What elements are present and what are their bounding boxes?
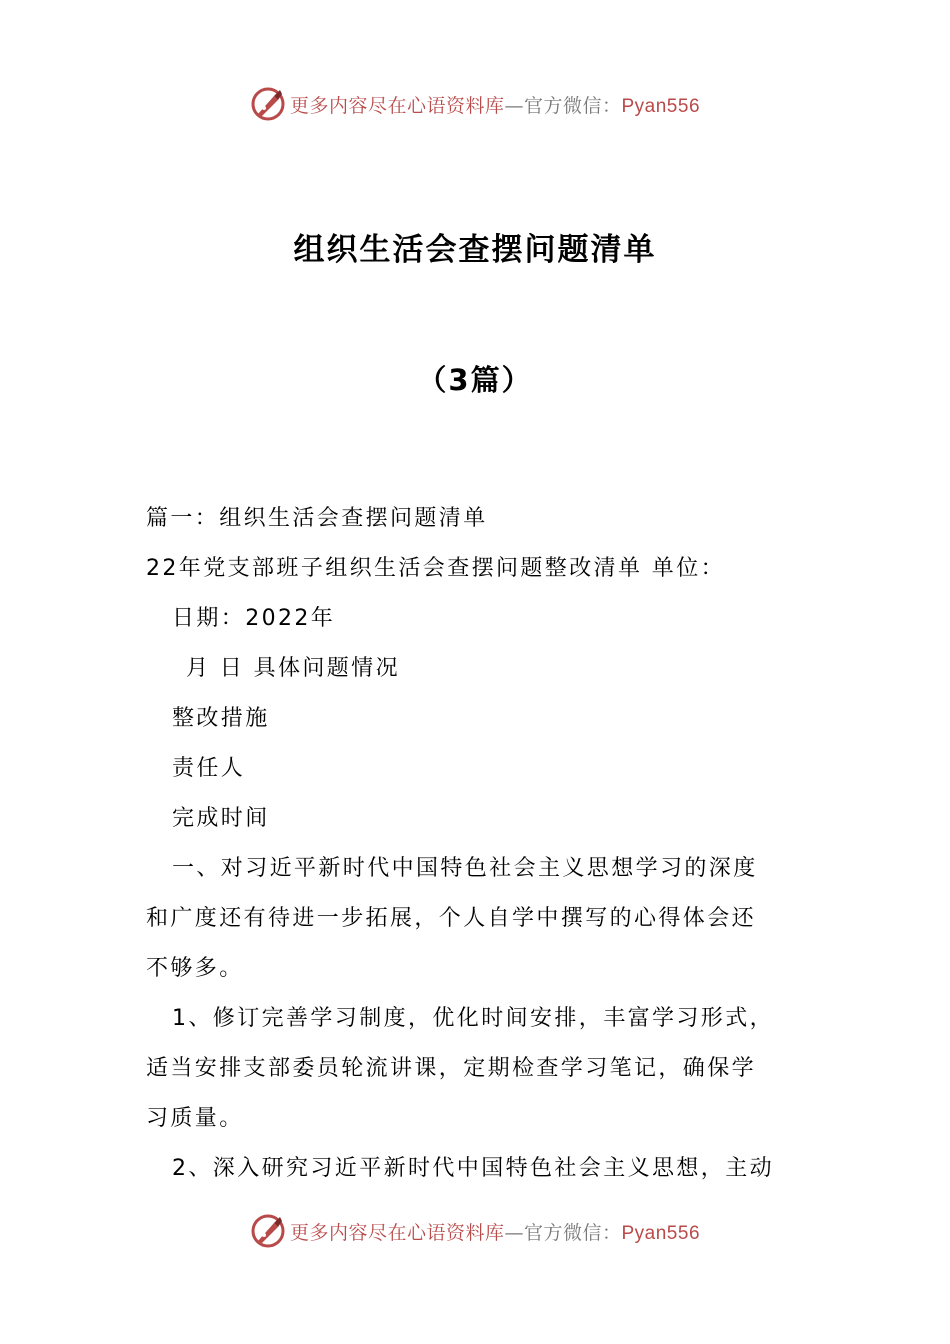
document-subtitle: （3篇）: [417, 363, 533, 397]
body-line: 适当安排支部委员轮流讲课，定期检查学习笔记，确保学: [146, 1056, 757, 1081]
banner-official-label: 官方微信：: [523, 1221, 622, 1244]
document-body: [146, 494, 806, 1194]
banner-main-text: 更多内容尽在心语资料库: [289, 94, 505, 117]
body-line: 整改措施: [172, 706, 270, 731]
banner-official-label: 官方微信：: [523, 94, 622, 117]
body-line: 22年党支部班子组织生活会查摆问题整改清单 单位：: [146, 556, 725, 581]
body-line: 完成时间: [172, 806, 270, 831]
banner-text: [290, 91, 700, 118]
banner-dash: —: [504, 94, 524, 117]
body-line: 2、深入研究习近平新时代中国特色社会主义思想，主动: [172, 1156, 774, 1181]
body-line: 篇一：组织生活会查摆问题清单: [146, 506, 488, 531]
banner-dash: —: [504, 1221, 524, 1244]
document-title: 组织生活会查摆问题清单: [293, 232, 657, 268]
banner-wechat-id: Pyan556: [621, 95, 701, 117]
body-line: 责任人: [172, 756, 246, 781]
pen-nib-circle-icon: [250, 86, 286, 122]
body-line: 月 日 具体问题情况: [186, 656, 400, 681]
body-line: 和广度还有待进一步拓展，个人自学中撰写的心得体会还: [146, 906, 757, 931]
body-line: 不够多。: [146, 956, 244, 981]
banner-main-text: 更多内容尽在心语资料库: [289, 1221, 505, 1244]
body-line: 习质量。: [146, 1106, 244, 1131]
banner-wechat-id: Pyan556: [621, 1222, 701, 1244]
banner-text: [290, 1218, 700, 1245]
body-line: 日期：2022年: [172, 606, 336, 631]
footer-watermark-banner: [0, 1211, 950, 1251]
body-line: 1、修订完善学习制度，优化时间安排，丰富学习形式，: [172, 1006, 774, 1031]
pen-nib-circle-icon: [250, 1213, 286, 1249]
body-line: 一、对习近平新时代中国特色社会主义思想学习的深度: [172, 856, 758, 881]
header-watermark-banner: [0, 84, 950, 124]
